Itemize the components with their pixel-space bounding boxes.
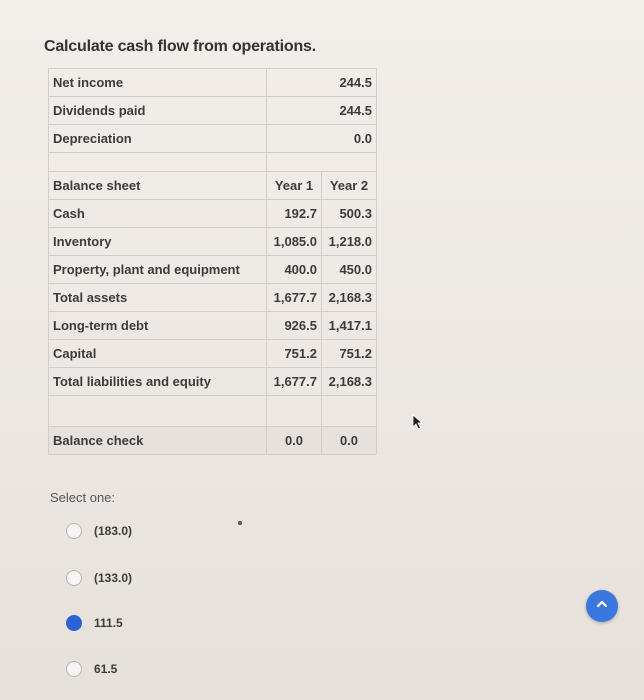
question-text: Calculate cash flow from operations. <box>44 38 316 55</box>
year1-value: 1,677.7 <box>267 368 322 396</box>
table-row <box>49 284 377 312</box>
table-row <box>49 256 377 284</box>
answer-option-2[interactable] <box>66 570 132 586</box>
row-label: Balance check <box>49 427 267 455</box>
mouse-cursor-icon <box>412 414 424 435</box>
table-row <box>49 228 377 256</box>
year1-value: 926.5 <box>267 312 322 340</box>
header-year2: Year 2 <box>322 172 377 200</box>
row-value: 244.5 <box>267 97 377 125</box>
option-label: (183.0) <box>94 524 133 538</box>
spacer-row <box>49 153 377 172</box>
option-label: (133.0) <box>94 571 133 585</box>
year2-value: 450.0 <box>322 256 377 284</box>
year2-value: 1,417.1 <box>322 312 377 340</box>
row-label: Net income <box>49 69 267 97</box>
year2-value: 2,168.3 <box>322 284 377 312</box>
chevron-up-icon <box>595 597 609 616</box>
row-value: 244.5 <box>267 69 377 97</box>
row-label: Capital <box>49 340 267 368</box>
row-label: Total assets <box>49 284 267 312</box>
data-table <box>48 68 377 455</box>
radio-button[interactable] <box>66 661 82 677</box>
radio-button-selected[interactable] <box>66 615 82 631</box>
row-label: Dividends paid <box>49 97 267 125</box>
year2-value: 500.3 <box>322 200 377 228</box>
year1-value: 0.0 <box>267 427 322 455</box>
answer-option-1[interactable] <box>66 523 132 539</box>
table-row <box>49 200 377 228</box>
table-row <box>49 340 377 368</box>
year1-value: 192.7 <box>267 200 322 228</box>
balance-check-row <box>49 427 377 455</box>
row-label: Total liabilities and equity <box>49 368 267 396</box>
year2-value: 0.0 <box>322 427 377 455</box>
row-label: Property, plant and equipment <box>49 256 267 284</box>
radio-button[interactable] <box>66 570 82 586</box>
radio-button[interactable] <box>66 523 82 539</box>
header-label: Balance sheet <box>49 172 267 200</box>
answer-option-4[interactable] <box>66 661 117 677</box>
answer-option-3[interactable] <box>66 615 123 631</box>
year2-value: 2,168.3 <box>322 368 377 396</box>
year2-value: 1,218.0 <box>322 228 377 256</box>
row-label: Long-term debt <box>49 312 267 340</box>
row-label: Cash <box>49 200 267 228</box>
table-row <box>49 97 377 125</box>
table-row <box>49 312 377 340</box>
row-value: 0.0 <box>267 125 377 153</box>
row-label: Depreciation <box>49 125 267 153</box>
row-label: Inventory <box>49 228 267 256</box>
year1-value: 1,677.7 <box>267 284 322 312</box>
stray-dot <box>238 521 242 525</box>
year1-value: 751.2 <box>267 340 322 368</box>
header-year1: Year 1 <box>267 172 322 200</box>
nav-button[interactable] <box>586 590 618 622</box>
table-header-row <box>49 172 377 200</box>
option-label: 111.5 <box>94 616 123 630</box>
year1-value: 1,085.0 <box>267 228 322 256</box>
year1-value: 400.0 <box>267 256 322 284</box>
spacer-row <box>49 396 377 427</box>
table-row <box>49 125 377 153</box>
option-label: 61.5 <box>94 662 118 676</box>
table-row <box>49 368 377 396</box>
year2-value: 751.2 <box>322 340 377 368</box>
select-one-label: Select one: <box>50 490 116 505</box>
table-row <box>49 69 377 97</box>
